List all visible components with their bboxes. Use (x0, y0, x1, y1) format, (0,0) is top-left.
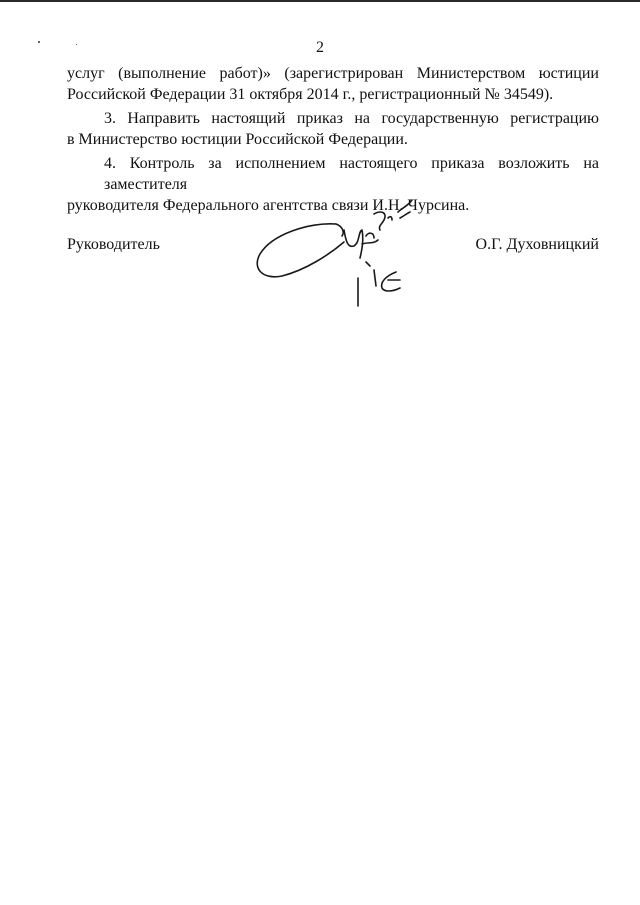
signatory-title: Руководитель (67, 236, 160, 253)
paragraph-3-line-1: 4. Контроль за исполнением настоящего приказа возложить на заместителя (104, 155, 599, 193)
paragraph-2-line-2: в Министерство юстиции Российской Федерации. (67, 131, 408, 148)
page-number: 2 (316, 39, 324, 56)
paragraph-1-line-1: услуг (выполнение работ)» (зарегистрирован Министерством юстиции (67, 65, 599, 82)
handwritten-signature-icon (250, 196, 430, 316)
signatory-name: О.Г. Духовницкий (475, 236, 599, 253)
scan-top-edge (0, 0, 640, 2)
paragraph-3-line-2: руководителя Федерального агентства связи И.Н. Чурсина. (67, 197, 470, 214)
paragraph-2-line-1: 3. Направить настоящий приказ на государственную регистрацию (104, 110, 599, 127)
paragraph-1-line-2: Российской Федерации 31 октября 2014 г., регистрационный № 34549). (67, 86, 554, 103)
paragraph-2 (67, 108, 599, 150)
paragraph-1 (67, 63, 599, 105)
